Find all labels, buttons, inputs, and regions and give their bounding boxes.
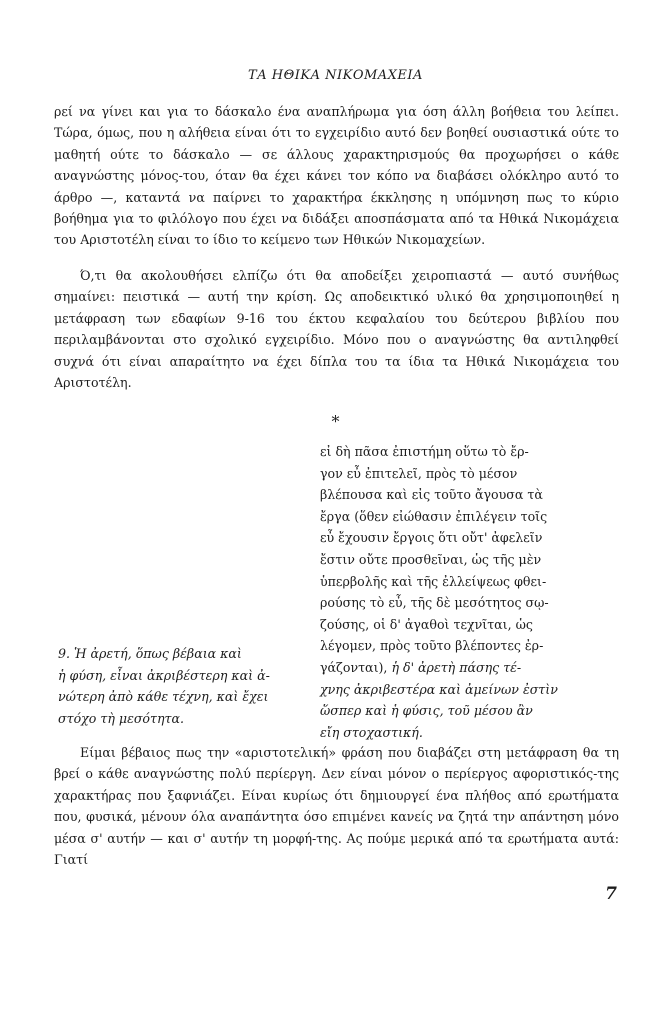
aside-line: ἡ φύση, εἶναι ἀκριβέστερη καὶ ἀ- (58, 667, 270, 683)
aside-line: στόχο τὴ μεσότητα. (58, 710, 184, 726)
greek-line: εὖ ἔχουσιν ἔργοις ὅτι οὔτ' ἀφελεῖν (320, 530, 543, 546)
paragraph-2: Ό,τι θα ακολουθήσει ελπίζω ότι θα αποδείξει χειροπιαστά — αυτό συνήθως σημαίνει: πειστικά — αυτή την κρίση. Ως αποδεικτικό υλικό θα χρησιμοποιηθεί η μετάφραση των εδαφίων 9-16 του έκτου κεφαλαίου του δεύτερου βιβλίου που περιλαμβάνονται στο σχολικό εγχειρίδιο. Μόνο που ο αναγνώστης θα αντιληφθεί συχνά ότι είναι απαραίτητο να έχει δίπλα του τα ίδια τα Ηθικά Νικομάχεια του Αριστοτέλη. (54, 268, 619, 391)
translation-aside (58, 643, 288, 729)
greek-emphasis-line: ὥσπερ καὶ ἡ φύσις, τοῦ μέσου ἂν (320, 703, 533, 719)
greek-line: ὑπερβολῆς καὶ τῆς ἐλλείψεως φθει- (320, 573, 547, 589)
aside-line: νώτερη ἀπὸ κάθε τέχνη, καὶ ἔχει (58, 689, 269, 705)
greek-line: ἔργα (ὅθεν εἰώθασιν ἐπιλέγειν τοῖς (320, 508, 548, 524)
greek-line: λέγομεν, πρὸς τοῦτο βλέποντες ἐρ- (320, 638, 544, 654)
greek-plain-segment: γάζονται), (320, 659, 392, 675)
greek-line: γον εὖ ἐπιτελεῖ, πρὸς τὸ μέσον (320, 465, 518, 481)
section-separator: * (331, 412, 340, 431)
greek-emphasis-segment: ἡ δ' ἀρετὴ πάσης τέ- (391, 659, 522, 675)
greek-line: βλέπουσα καὶ εἰς τοῦτο ἄγουσα τὰ (320, 487, 543, 503)
greek-line: ρούσης τὸ εὖ, τῆς δὲ μεσότητος σῳ- (320, 595, 549, 611)
greek-original-text (320, 441, 620, 743)
paragraph-third (54, 742, 619, 870)
page-number: 7 (605, 884, 617, 904)
paragraph-continuation (54, 101, 619, 251)
paragraph-3: Είμαι βέβαιος πως την «αριστοτελική» φράση που διαβάζει στη μετάφραση θα τη βρεί ο κάθε αναγνώστης πολύ περίεργη. Δεν είναι μόνον ο περίεργος αφοριστικός-της χαρακτήρας που ξαφνιάζει. Είναι κυρίως ότι δημιουργεί ένα πλήθος από ερωτήματα που, φυσικά, μένουν όλα αναπάντητα όσο επιμένει κανείς να ζητά την απάντηση μόνο μέσα σ' αυτήν — και σ' αυτήν τη μορφή-της. Ας πούμε μερικά από τα ερωτήματα αυτά: Γιατί (54, 745, 619, 868)
aside-line: 9. Ἡ ἀρετή, ὅπως βέβαια καὶ (58, 646, 242, 661)
greek-line: εἰ δὴ πᾶσα ἐπιστήμη οὕτω τὸ ἔρ- (320, 444, 529, 459)
paragraph-second (54, 265, 619, 393)
greek-emphasis-line: εἴη στοχαστική. (320, 724, 423, 740)
greek-line: ζούσης, οἱ δ' ἀγαθοὶ τεχνῖται, ὡς (320, 616, 533, 632)
running-head: ΤΑ ΗΘΙΚΑ ΝΙΚΟΜΑΧΕΙΑ (248, 68, 423, 83)
greek-line-mixed (320, 657, 620, 679)
paragraph-1: ρεί να γίνει και για το δάσκαλο ένα αναπλήρωμα για όση άλλη βοήθεια του λείπει. Τώρα, όμως, που η αλήθεια είναι ότι το εγχειρίδιο αυτό δεν βοηθεί ουσιαστικά ούτε το μαθητή ούτε το δάσκαλο — σε άλλους χαρακτηρισμούς θα προχωρήσει ο κάθε αναγνώστης μόνος-του, όταν θα έχει κάνει τον κόπο να διαβάσει ολόκληρο αυτό το άρθρο —, καταντά να παίρνει το χαρακτήρα έκκλησης η υπόμνηση πως το κύριο βοήθημα για το φιλόλογο που έχει να διδάξει αποσπάσματα από τα Ηθικά Νικομάχεια του Αριστοτέλη είναι το ίδιο το κείμενο των Ηθικών Νικομαχείων. (54, 104, 619, 248)
greek-emphasis-line: χνης ἀκριβεστέρα καὶ ἀμείνων ἐστὶν (320, 681, 558, 697)
greek-line: ἔστιν οὔτε προσθεῖναι, ὡς τῆς μὲν (320, 551, 542, 567)
